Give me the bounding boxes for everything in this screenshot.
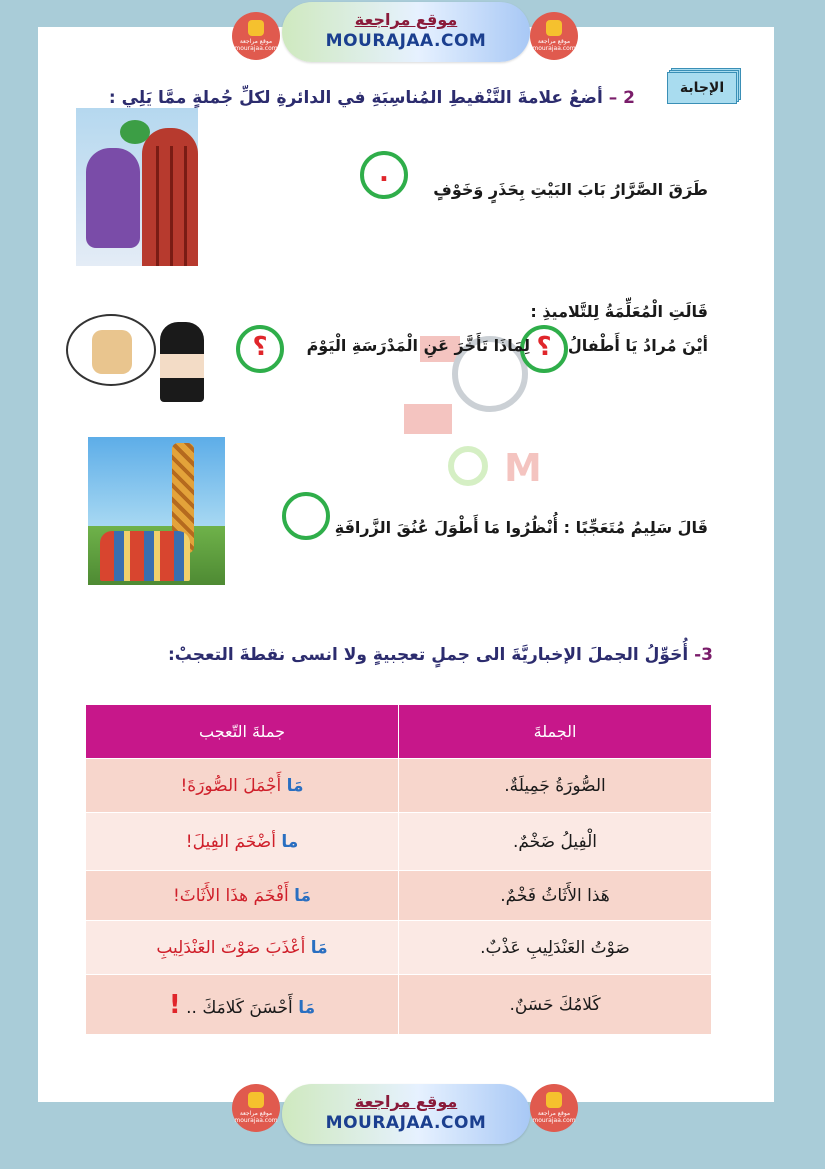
row-sentence: هَذا الأَثَاثُ فَخْمٌ.: [399, 871, 712, 921]
row-sentence: كَلامُكَ حَسَنٌ.: [399, 975, 712, 1035]
exercise2-instruction-text: أضعُ علامةَ التَّنْقيطِ المُناسِبَةِ في الدائرةِ لكلِّ جُملةٍ ممَّا يَلِي :: [108, 88, 603, 108]
site-logo-right: [530, 12, 578, 60]
logo-icon: [546, 20, 562, 36]
row-answer-text: أَفْخَمَ هذَا الأَثَاثَ!: [172, 885, 289, 906]
logo-text: موقع مراجعة mourajaa.com: [234, 1110, 278, 1124]
logo-icon: [248, 20, 264, 36]
row-sentence: صَوْتُ العَنْدَلِيبِ عَذْبٌ.: [399, 921, 712, 975]
logo-text: موقع مراجعة mourajaa.com: [532, 38, 576, 52]
sentence-3: قَالَ سَلِيمُ مُتَعَجِّبًا : أُنْظُرُوا مَا أَطْوَلَ عُنُقَ الزَّرافَةِ: [334, 518, 708, 537]
table-row: [86, 813, 712, 871]
site-logo-right-footer: [530, 1084, 578, 1132]
site-banner-top[interactable]: [282, 2, 530, 62]
teacher-pupils-illustration: [66, 312, 206, 402]
row-answer-suffix: ..: [186, 997, 197, 1018]
answer-circle-1: [360, 151, 408, 199]
row-answer-text: أعْذَبَ صَوْتَ العَنْدَلِيبِ: [156, 937, 306, 958]
row-answer: [86, 759, 399, 813]
row-answer-text: أضْخَمَ الفِيلَ!: [185, 831, 276, 852]
answer-mark-2b: ؟: [252, 332, 268, 362]
sentence-1: طَرَقَ الصَّرَّارُ بَابَ البَيْتِ بِحَذَرٍ وَخَوْفٍ: [433, 180, 708, 199]
cricket-at-door-illustration: [76, 108, 198, 266]
giraffe-children-illustration: [88, 437, 225, 585]
site-logo-left-footer: [232, 1084, 280, 1132]
exercise2-instruction: [109, 88, 635, 108]
row-answer: [86, 871, 399, 921]
exercise2-number: 2 –: [608, 88, 635, 108]
row-answer-ma: مَا: [286, 775, 304, 796]
sentence-2-line1: قَالَتِ الْمُعَلِّمَةُ لِلتَّلاميذِ :: [530, 302, 708, 321]
site-watermark: M: [400, 296, 570, 496]
row-answer-ma: مَا: [298, 997, 316, 1018]
logo-text: موقع مراجعة mourajaa.com: [532, 1110, 576, 1124]
table-row: [86, 921, 712, 975]
answer-tag: [667, 68, 741, 104]
header-sentence: الجملةَ: [399, 705, 712, 759]
table-row: [86, 975, 712, 1035]
header-exclamation: جملةَ التّعجب: [86, 705, 399, 759]
table-row: [86, 871, 712, 921]
sentence-2-line2b: لِمَاذَا تَأَخَّرَ عَنِ الْمَدْرَسَةِ الْيَوْمَ: [306, 336, 530, 355]
site-logo-left: [232, 12, 280, 60]
row-sentence: الْفِيلُ ضَخْمٌ.: [399, 813, 712, 871]
table-row: [86, 759, 712, 813]
row-answer-text: أَجْمَلَ الصُّورَةَ!: [180, 775, 282, 796]
exercise3-number: 3-: [694, 645, 713, 665]
answer-mark-2a: ؟: [536, 332, 552, 362]
exercise3-instruction-text: أُحَوِّلُ الجملَ الإخباريَّةَ الى جملٍ تعجبيةٍ ولا انسى نقطةَ التعجبْ:: [167, 645, 689, 665]
site-name-ar: موقع مراجعة: [354, 10, 458, 29]
exclamation-table: [85, 704, 712, 1035]
row-answer-exclamation: !: [168, 989, 181, 1020]
logo-icon: [248, 1092, 264, 1108]
row-answer: [86, 813, 399, 871]
exercise3-instruction: [168, 645, 713, 665]
row-answer: [86, 975, 399, 1035]
row-sentence: الصُّورَةُ جَمِيلَةٌ.: [399, 759, 712, 813]
table-header-row: [86, 705, 712, 759]
row-answer-ma: مَا: [294, 885, 312, 906]
row-answer-ma: مَا: [310, 937, 328, 958]
answer-tag-label: الإجابة: [667, 72, 737, 104]
answer-mark-1: .: [379, 158, 389, 188]
site-name-en: MOURAJAA.COM: [325, 31, 487, 51]
site-name-ar: موقع مراجعة: [354, 1092, 458, 1111]
site-name-en: MOURAJAA.COM: [325, 1113, 487, 1133]
row-answer: [86, 921, 399, 975]
answer-circle-2b: [236, 325, 284, 373]
logo-icon: [546, 1092, 562, 1108]
answer-circle-3: [282, 492, 330, 540]
sentence-2-line2a: أيْنَ مُرادُ يَا أَطْفالُ: [567, 336, 708, 355]
row-answer-text: أَحْسَنَ كَلامَكَ: [202, 997, 293, 1018]
logo-text: موقع مراجعة mourajaa.com: [234, 38, 278, 52]
site-banner-bottom[interactable]: [282, 1084, 530, 1144]
row-answer-ma: ما: [281, 831, 299, 852]
